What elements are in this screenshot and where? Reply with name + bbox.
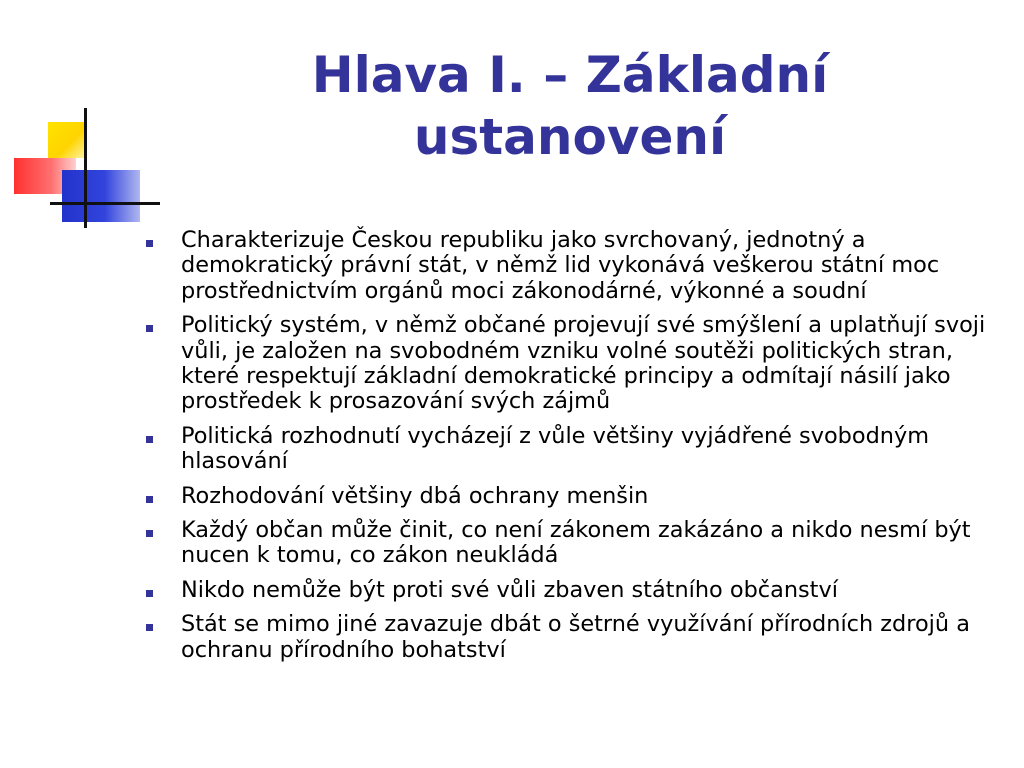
- yellow-square-shape: [48, 122, 84, 158]
- blue-square-shape: [62, 170, 140, 222]
- square-bullet-icon: [146, 590, 153, 597]
- horizontal-line-shape: [50, 202, 160, 205]
- square-bullet-icon: [146, 240, 153, 247]
- bullet-item: [140, 228, 990, 304]
- bullet-item: [140, 313, 990, 415]
- bullet-item: [140, 484, 990, 509]
- bullet-item: [140, 424, 990, 475]
- bullet-text: Charakterizuje Českou republiku jako svrchovaný, jednotný a demokratický právní stát, v němž lid vykonává veškerou státní moc prostřednictvím orgánů moci zákonodárné, výkonné a soudní: [181, 227, 940, 304]
- bullet-text: Každý občan může činit, co není zákonem zakázáno a nikdo nesmí být nucen k tomu, co zákon neukládá: [181, 517, 971, 569]
- square-bullet-icon: [146, 496, 153, 503]
- bullet-item: [140, 612, 990, 663]
- bullet-item: [140, 518, 990, 569]
- bullet-text: Stát se mimo jiné zavazuje dbát o šetrné využívání přírodních zdrojů a ochranu přírodního bohatství: [181, 611, 970, 663]
- bullet-text: Nikdo nemůže být proti své vůli zbaven státního občanství: [181, 576, 838, 603]
- square-bullet-icon: [146, 436, 153, 443]
- square-bullet-icon: [146, 325, 153, 332]
- bullet-item: [140, 578, 990, 603]
- square-bullet-icon: [146, 624, 153, 631]
- slide-content: [140, 228, 990, 672]
- vertical-line-shape: [84, 108, 87, 228]
- bullet-text: Politický systém, v němž občané projevují své smýšlení a uplatňují svoji vůli, je založen na svobodném vzniku volné soutěži politických stran, které respektují základní demokratické principy a odmítají násilí jako prostředek k prosazování svých zájmů: [181, 312, 986, 415]
- bullet-text: Rozhodování většiny dbá ochrany menšin: [181, 482, 649, 509]
- square-bullet-icon: [146, 530, 153, 537]
- decorative-logo: [0, 100, 160, 240]
- bullet-list: [140, 228, 990, 663]
- bullet-text: Politická rozhodnutí vycházejí z vůle většiny vyjádřené svobodným hlasování: [181, 422, 930, 475]
- slide-title: Hlava I. – Základní ustanovení: [311, 46, 829, 166]
